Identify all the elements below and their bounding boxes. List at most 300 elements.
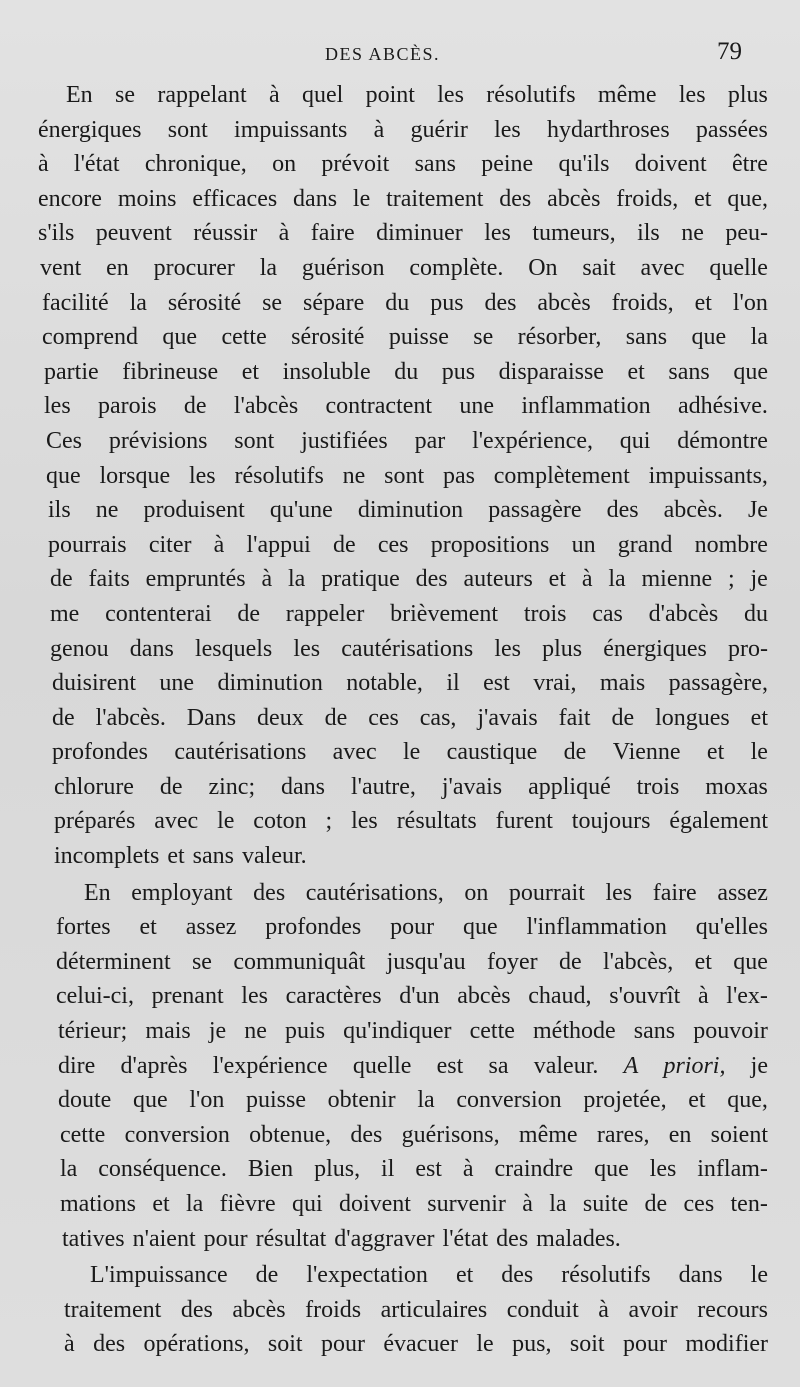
- word: ces: [368, 704, 399, 731]
- word: se: [473, 324, 494, 351]
- text-line: [38, 1049, 768, 1084]
- word: s'ils: [38, 220, 75, 247]
- word: diminuer: [376, 220, 463, 247]
- word: soient: [710, 1121, 768, 1148]
- word: énergiques: [38, 116, 142, 143]
- word: dans: [129, 635, 174, 662]
- text-line: [38, 1014, 768, 1049]
- word: se: [262, 289, 283, 316]
- text-line: [38, 701, 768, 736]
- word: auteurs: [463, 566, 533, 593]
- word: genou: [50, 635, 109, 662]
- word: des: [253, 879, 286, 906]
- word: jusqu'au: [386, 948, 466, 975]
- word: que: [733, 358, 768, 385]
- word: faire: [652, 879, 697, 906]
- word: En: [84, 879, 111, 906]
- word: rappelant: [157, 82, 247, 108]
- word: même: [597, 82, 657, 108]
- word: on: [272, 151, 297, 178]
- word: faits: [88, 566, 130, 593]
- word: de: [237, 600, 261, 627]
- word: conversion: [456, 1087, 562, 1114]
- word: les: [188, 462, 216, 489]
- word: vent: [40, 254, 82, 281]
- word: puisse: [388, 324, 449, 351]
- word: pourrais: [48, 531, 127, 558]
- word: que,: [727, 185, 768, 212]
- word: me: [50, 600, 80, 627]
- word: se: [191, 948, 212, 975]
- word: Vienne: [612, 739, 681, 766]
- word: En: [66, 82, 93, 108]
- word: pus: [430, 289, 464, 316]
- word: duisirent: [52, 670, 136, 697]
- word: pro-: [727, 635, 768, 662]
- word: mations: [60, 1191, 136, 1217]
- word: que: [133, 1087, 168, 1114]
- word: modifier: [685, 1331, 768, 1358]
- word: cautérisations: [341, 635, 474, 662]
- word: ne: [681, 220, 704, 247]
- word: chronique,: [144, 151, 247, 178]
- word: sans: [414, 151, 456, 178]
- word: est: [415, 1156, 442, 1183]
- word: à: [64, 1331, 75, 1358]
- word: également: [669, 808, 768, 835]
- text-line: [38, 78, 768, 113]
- word: l'abcès: [233, 393, 299, 420]
- word: les: [351, 808, 378, 835]
- word: les: [494, 116, 521, 143]
- word: térieur;: [58, 1018, 128, 1045]
- word: malades.: [536, 1225, 621, 1252]
- word: ;: [727, 566, 735, 593]
- word: partie: [44, 358, 99, 385]
- word: moxas: [705, 773, 768, 800]
- word: fièvre: [219, 1191, 276, 1217]
- word: une: [159, 670, 195, 697]
- word: de: [563, 739, 587, 766]
- text-line: [38, 320, 768, 355]
- word: de: [558, 948, 582, 975]
- word: l'état: [73, 151, 120, 178]
- word: j'avais: [441, 773, 503, 800]
- word: guérisons,: [401, 1121, 500, 1148]
- word: citer: [148, 531, 192, 558]
- word: complète.: [409, 254, 504, 281]
- word: doute: [58, 1087, 112, 1114]
- word: des: [415, 566, 448, 593]
- text-line: [38, 839, 768, 874]
- word: résolutifs: [234, 462, 324, 489]
- word: que: [691, 324, 727, 351]
- word: énergiques: [603, 635, 707, 662]
- word: des: [496, 1225, 529, 1252]
- word: évacuer: [383, 1331, 458, 1358]
- word: sérosité: [291, 324, 365, 351]
- word: caustique: [446, 739, 538, 766]
- word: diminution: [217, 670, 323, 697]
- word: cautérisations: [174, 739, 307, 766]
- word: peu-: [725, 220, 768, 247]
- word: articulaires: [380, 1296, 488, 1323]
- word: l'appui: [246, 531, 311, 558]
- word: le: [476, 1331, 494, 1358]
- word: facilité: [42, 289, 109, 316]
- text-line: [38, 735, 768, 770]
- word: parois: [97, 393, 157, 420]
- word: cette: [221, 324, 267, 351]
- word: un: [571, 531, 596, 558]
- text-line: [38, 355, 768, 390]
- word: de: [324, 704, 348, 731]
- word: et: [167, 843, 185, 870]
- word: point: [365, 82, 415, 108]
- body-text: [38, 78, 768, 1362]
- word: pouvoir: [693, 1018, 768, 1045]
- word: des: [350, 1121, 383, 1148]
- word: s'ouvrît: [609, 983, 681, 1010]
- word: chaud,: [528, 983, 592, 1010]
- text-line: [38, 147, 768, 182]
- word: et: [152, 1191, 170, 1217]
- text-line: [38, 493, 768, 528]
- word: conduit: [506, 1296, 579, 1323]
- word: toujours: [571, 808, 651, 835]
- text-line: [38, 562, 768, 597]
- paragraph: [38, 876, 768, 1257]
- word: de: [611, 704, 635, 731]
- word: les: [484, 220, 511, 247]
- word: que,: [727, 1087, 768, 1114]
- word: ils: [637, 220, 660, 247]
- word: de: [50, 566, 73, 593]
- word: que: [162, 324, 198, 351]
- word: la: [417, 1087, 435, 1114]
- word: quel: [301, 82, 344, 108]
- word: dans: [678, 1262, 723, 1289]
- word: adhésive.: [677, 393, 768, 420]
- word: contractent: [325, 393, 433, 420]
- word: les: [678, 82, 706, 108]
- word: cas,: [419, 704, 457, 731]
- word: pas: [442, 462, 475, 489]
- text-line: [38, 389, 768, 424]
- word: des: [180, 1296, 213, 1323]
- word: des: [484, 289, 517, 316]
- word: d'après: [120, 1052, 188, 1079]
- word: encore: [38, 185, 102, 212]
- word: déterminent: [56, 948, 171, 975]
- word: ;: [325, 808, 333, 835]
- word: plus,: [314, 1156, 361, 1183]
- word: de: [644, 1191, 668, 1217]
- word: les: [241, 983, 268, 1010]
- word: prévisions: [108, 427, 208, 454]
- word: résolutifs: [486, 82, 576, 108]
- word: qu'elles: [695, 914, 768, 941]
- page-number: 79: [717, 38, 742, 65]
- word: et: [455, 1262, 474, 1289]
- word: abcès: [457, 983, 511, 1010]
- word: zinc;: [208, 773, 256, 800]
- text-line: [38, 770, 768, 805]
- word: à: [598, 1296, 609, 1323]
- word: doivent: [338, 1191, 411, 1217]
- word: à: [373, 116, 385, 143]
- word: sans: [625, 324, 668, 351]
- word: je: [750, 1052, 768, 1079]
- word: est: [483, 670, 510, 697]
- word: le: [352, 185, 371, 212]
- word: même: [518, 1121, 578, 1148]
- word: prenant: [151, 983, 224, 1010]
- word: sépare: [303, 289, 365, 316]
- word: trois: [523, 600, 567, 627]
- word: doivent: [634, 151, 707, 178]
- word: quelle: [352, 1052, 412, 1079]
- word: les: [44, 393, 71, 420]
- word: vrai,: [533, 670, 577, 697]
- word: l'expectation: [306, 1262, 428, 1289]
- word: insoluble: [282, 358, 371, 385]
- word: des: [93, 1331, 126, 1358]
- word: avec: [154, 808, 199, 835]
- word: la: [549, 1191, 567, 1217]
- text-line: [38, 597, 768, 632]
- word: qui: [619, 427, 651, 454]
- text-line: [38, 528, 768, 563]
- word: assez: [185, 914, 237, 941]
- word: l'on: [189, 1087, 225, 1114]
- word: lorsque: [99, 462, 171, 489]
- word: On: [528, 254, 558, 281]
- word: et: [694, 948, 712, 975]
- text-line: [38, 286, 768, 321]
- paragraph: [38, 1258, 768, 1362]
- text-line: [38, 1083, 768, 1118]
- word: longues: [655, 704, 730, 731]
- word: d'abcès: [648, 600, 719, 627]
- text-line: [38, 945, 768, 980]
- word: celui-ci,: [56, 983, 134, 1010]
- word: à: [278, 220, 290, 247]
- word: l'on: [732, 289, 768, 316]
- word: communiquât: [233, 948, 366, 975]
- word: à: [261, 566, 273, 593]
- word: incomplets: [54, 843, 160, 870]
- word: sont: [384, 462, 425, 489]
- word: rappeler: [285, 600, 365, 627]
- word: de: [255, 1262, 279, 1289]
- text-line: [38, 1222, 768, 1257]
- word: pour: [622, 1331, 667, 1358]
- word: brièvement: [390, 600, 499, 627]
- word: et: [694, 185, 712, 212]
- word: peine: [481, 151, 534, 178]
- word: faire: [310, 220, 355, 247]
- text-line: [38, 424, 768, 459]
- text-line: [38, 666, 768, 701]
- text-line: [38, 1293, 768, 1328]
- word: abcès: [547, 185, 601, 212]
- text-line: [38, 876, 768, 911]
- word: passées: [695, 116, 768, 143]
- word: abcès: [232, 1296, 286, 1323]
- word: Ces: [46, 427, 82, 454]
- word: propositions: [430, 531, 550, 558]
- word: plus: [542, 635, 583, 662]
- word: passagère,: [668, 670, 768, 697]
- word: avec: [640, 254, 685, 281]
- word: avoir: [628, 1296, 678, 1323]
- word: valeur.: [242, 843, 307, 870]
- word: l'autre,: [350, 773, 416, 800]
- word: ces: [377, 531, 409, 558]
- word: craindre: [494, 1156, 574, 1183]
- word: contenterai: [105, 600, 212, 627]
- word: et: [694, 289, 712, 316]
- word: obtenir: [327, 1087, 396, 1114]
- word: rares,: [596, 1121, 650, 1148]
- word: de: [159, 773, 183, 800]
- word: diminution: [357, 497, 464, 524]
- word: les: [437, 82, 464, 108]
- word: mienne: [641, 566, 713, 593]
- text-line: [38, 1118, 768, 1153]
- word: dans: [293, 185, 338, 212]
- word: qui: [291, 1191, 323, 1217]
- word: impuissants,: [648, 462, 768, 489]
- word: abcès: [537, 289, 591, 316]
- word: l'abcès.: [95, 704, 166, 731]
- text-line: [38, 979, 768, 1014]
- word: est: [436, 1052, 464, 1079]
- word: mais: [599, 670, 646, 697]
- word: cautérisations,: [305, 879, 444, 906]
- word: et: [548, 566, 566, 593]
- word: des: [501, 1262, 534, 1289]
- word: la: [185, 1191, 204, 1217]
- word: l'ex-: [726, 983, 768, 1010]
- word: sait: [582, 254, 616, 281]
- word: fibrineuse: [122, 358, 219, 385]
- word: soit: [569, 1331, 605, 1358]
- word: l'inflammation: [526, 914, 667, 941]
- word: sans: [192, 843, 234, 870]
- word: le: [402, 739, 421, 766]
- word: traitement: [64, 1296, 162, 1323]
- word: valeur.: [533, 1052, 599, 1079]
- word: en: [106, 254, 129, 281]
- word: de: [52, 704, 75, 731]
- word: la: [288, 566, 306, 593]
- word: cette: [60, 1121, 106, 1148]
- word: à: [581, 566, 593, 593]
- word: ne: [342, 462, 366, 489]
- word: l'expérience,: [472, 427, 593, 454]
- paragraph: [38, 78, 768, 874]
- word: mais: [145, 1018, 191, 1045]
- word: à: [213, 531, 225, 558]
- word: du: [394, 358, 419, 385]
- word: à: [522, 1191, 533, 1217]
- word: n'aient: [132, 1225, 196, 1252]
- word: tumeurs,: [532, 220, 616, 247]
- word: profondes: [52, 739, 148, 766]
- word: qu'une: [269, 497, 333, 524]
- word: tatives: [62, 1225, 125, 1252]
- word: et: [627, 358, 645, 385]
- word: pour: [390, 914, 435, 941]
- word: projetée,: [583, 1087, 667, 1114]
- text-line: [38, 182, 768, 217]
- word: A: [623, 1052, 639, 1079]
- word: ne: [244, 1018, 267, 1045]
- word: Je: [747, 497, 768, 524]
- word: pourrait: [508, 879, 585, 906]
- word: dans: [281, 773, 326, 800]
- text-line: [38, 1327, 768, 1362]
- word: sans: [633, 1018, 676, 1045]
- word: conséquence.: [98, 1156, 227, 1183]
- word: procurer: [153, 254, 235, 281]
- text-line: [38, 1152, 768, 1187]
- word: résorber,: [517, 324, 602, 351]
- word: l'abcès,: [602, 948, 674, 975]
- word: inflammation: [521, 393, 651, 420]
- word: qu'indiquer: [343, 1018, 452, 1045]
- word: il: [381, 1156, 395, 1183]
- word: assez: [717, 879, 768, 906]
- word: que: [46, 462, 81, 489]
- word: soit: [267, 1331, 303, 1358]
- word: pour: [320, 1331, 365, 1358]
- word: pratique: [321, 566, 400, 593]
- word: du: [743, 600, 768, 627]
- word: guérir: [410, 116, 468, 143]
- word: moins: [117, 185, 177, 212]
- word: furent: [495, 808, 553, 835]
- word: lesquels: [194, 635, 273, 662]
- word: sérosité: [167, 289, 242, 316]
- word: profondes: [265, 914, 362, 941]
- word: impuissants: [234, 116, 348, 143]
- word: produisent: [143, 497, 245, 524]
- word: réussir: [193, 220, 258, 247]
- word: pour: [203, 1225, 248, 1252]
- word: opérations,: [143, 1331, 250, 1358]
- word: fait: [558, 704, 591, 731]
- word: résolutifs: [561, 1262, 651, 1289]
- word: plus: [727, 82, 768, 108]
- word: l'expérience: [212, 1052, 328, 1079]
- word: quelle: [709, 254, 768, 281]
- word: la: [608, 566, 626, 593]
- word: d'aggraver: [334, 1225, 435, 1252]
- word: ces: [683, 1191, 715, 1217]
- word: et: [139, 914, 157, 941]
- text-line: [38, 910, 768, 945]
- word: par: [414, 427, 446, 454]
- word: à: [697, 983, 709, 1010]
- word: pus,: [512, 1331, 552, 1358]
- word: abcès.: [663, 497, 723, 524]
- word: foyer: [486, 948, 538, 975]
- word: les: [293, 635, 321, 662]
- word: que: [594, 1156, 629, 1183]
